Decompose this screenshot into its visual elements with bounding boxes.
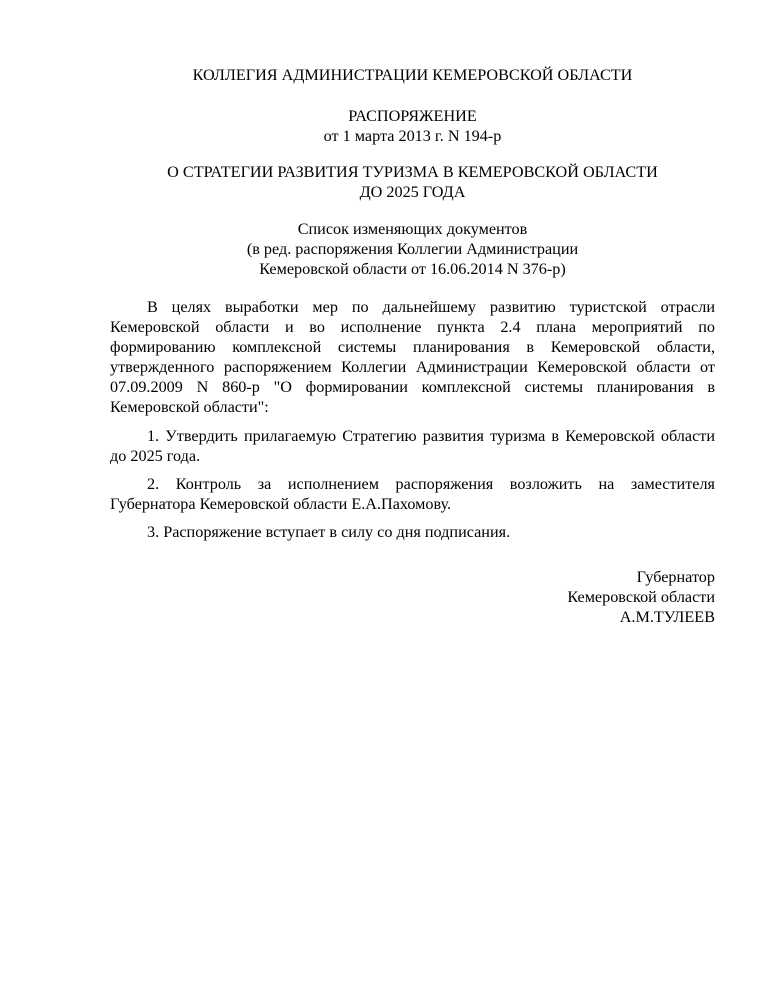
signatory-position: Губернатор <box>636 568 715 586</box>
clause-3: 3. Распоряжение вступает в силу со дня подписания. <box>147 523 511 541</box>
amendments-line-1: Список изменяющих документов <box>297 220 528 238</box>
clause-2: 2. Контроль за исполнением распоряжения возложить на заместителя Губернатора Кемеровской области Е.А.Пахомову. <box>110 475 715 513</box>
document-type: РАСПОРЯЖЕНИЕ <box>348 107 477 125</box>
document-body <box>110 297 715 550</box>
amendments-note <box>110 219 715 279</box>
signature-block <box>110 567 715 627</box>
document-title <box>110 162 715 202</box>
amendments-line-3: Кемеровской области от 16.06.2014 N 376-р) <box>259 260 566 278</box>
title-line-2: ДО 2025 ГОДА <box>359 183 466 201</box>
amendments-line-2: (в ред. распоряжения Коллегии Администрации <box>246 240 579 258</box>
signatory-name: А.М.ТУЛЕЕВ <box>619 608 715 626</box>
signatory-region: Кемеровской области <box>567 588 715 606</box>
order-heading <box>110 106 715 146</box>
intro-paragraph: В целях выработки мер по дальнейшему развитию туристской отрасли Кемеровской области и во исполнение пункта 2.4 плана мероприятий по формированию комплексной системы планирования в Кемеровской области, утвержденного распоряжением Коллегии Администрации Кемеровской области от 07.09.2009 N 860-р "О формировании комплексной системы планирования в Кемеровской области": <box>110 298 715 416</box>
title-line-1: О СТРАТЕГИИ РАЗВИТИЯ ТУРИЗМА В КЕМЕРОВСКОЙ ОБЛАСТИ <box>167 163 658 181</box>
clause-1: 1. Утвердить прилагаемую Стратегию развития туризма в Кемеровской области до 2025 года. <box>110 427 715 465</box>
organization-heading: КОЛЛЕГИЯ АДМИНИСТРАЦИИ КЕМЕРОВСКОЙ ОБЛАСТИ <box>192 66 633 84</box>
document-date-number: от 1 марта 2013 г. N 194-р <box>323 127 502 145</box>
